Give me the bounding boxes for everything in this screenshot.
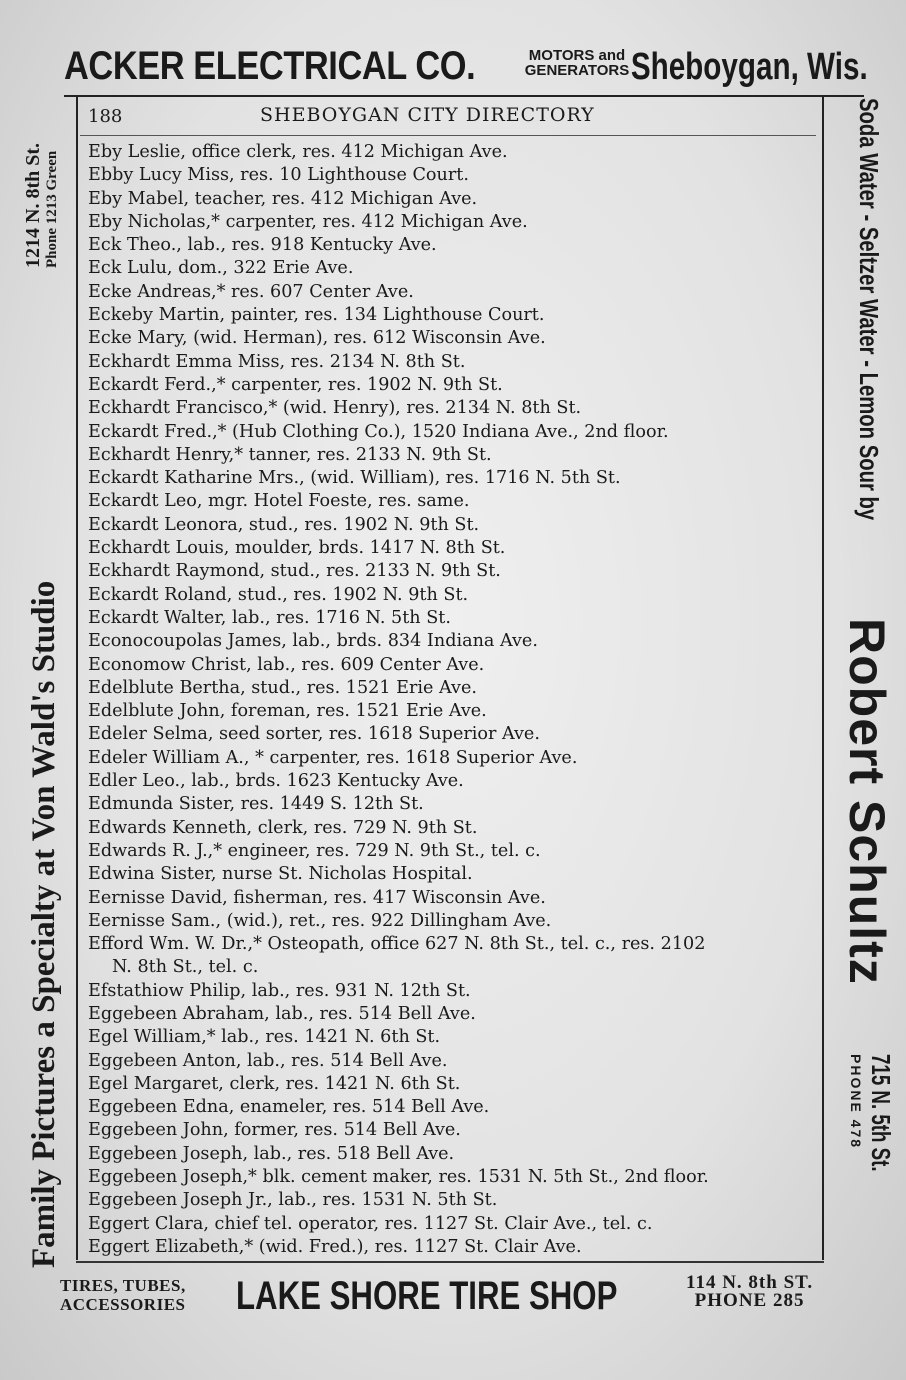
entry-text: Edwards R. J.,* engineer, res. 729 N. 9th St., tel. c. <box>88 840 541 861</box>
entry-text: Eggebeen Abraham, lab., res. 514 Bell Ave. <box>88 1003 476 1024</box>
entry-text: Eckhardt Emma Miss, res. 2134 N. 8th St. <box>88 351 466 372</box>
entry-text: Eby Leslie, office clerk, res. 412 Michigan Ave. <box>88 142 508 162</box>
entry-text: Eckardt Leo, mgr. Hotel Foeste, res. same. <box>88 491 470 512</box>
directory-entry <box>88 537 822 560</box>
entry-text: Ebby Lucy Miss, res. 10 Lighthouse Court. <box>88 165 469 186</box>
bottom-ad-address: 114 N. 8th ST. <box>686 1272 814 1293</box>
directory-entry <box>88 933 822 980</box>
directory-entry <box>88 677 822 700</box>
bottom-ad-line2: ACCESSORIES <box>60 1295 186 1314</box>
entry-continuation: N. 8th St., tel. c. <box>112 957 259 978</box>
entry-text: Eckardt Walter, lab., res. 1716 N. 5th St. <box>88 607 451 628</box>
directory-entry <box>88 630 822 653</box>
directory-entry <box>88 304 822 327</box>
directory-entry <box>88 397 822 420</box>
directory-entry <box>88 327 822 350</box>
right-ad-name: Robert Schultz <box>839 618 895 985</box>
entry-text: Eby Nicholas,* carpenter, res. 412 Michigan Ave. <box>88 211 528 232</box>
directory-entry <box>88 211 822 234</box>
entry-text: Efstathiow Philip, lab., res. 931 N. 12th St. <box>88 980 471 1001</box>
left-ad-slogan: Family Pictures a Specialty at Von Wald's Studio <box>26 580 62 1268</box>
directory-entry <box>88 141 822 164</box>
entry-text: Eckardt Roland, stud., res. 1902 N. 9th St. <box>88 584 469 605</box>
directory-entry <box>88 1213 822 1236</box>
entry-text: Economow Christ, lab., res. 609 Center Ave. <box>88 654 485 675</box>
bottom-ad-contact <box>686 1274 813 1310</box>
right-ad-products: Soda Water - Seltzer Water - Lemon Sour by <box>854 98 884 521</box>
entry-text: Eckardt Fred.,* (Hub Clothing Co.), 1520 Indiana Ave., 2nd floor. <box>88 421 669 442</box>
top-rule <box>64 95 864 97</box>
entry-text: Eggebeen Joseph Jr., lab., res. 1531 N. 5th St. <box>88 1190 498 1211</box>
directory-entry <box>88 374 822 397</box>
directory-entry <box>88 234 822 257</box>
right-advertisement <box>826 98 896 1258</box>
entry-text: Eggebeen Joseph,* blk. cement maker, res. 1531 N. 5th St., 2nd floor. <box>88 1167 709 1188</box>
directory-entry <box>88 840 822 863</box>
entry-text: Eckhardt Louis, moulder, brds. 1417 N. 8th St. <box>88 538 506 559</box>
directory-entry <box>88 700 822 723</box>
directory-entry <box>88 793 822 816</box>
directory-entry <box>88 1096 822 1119</box>
directory-entry <box>88 1026 822 1049</box>
entry-text: Eckhardt Henry,* tanner, res. 2133 N. 9th St. <box>88 444 492 465</box>
right-ad-phone: PHONE 478 <box>848 1054 864 1150</box>
right-rule <box>822 97 824 1260</box>
entry-text: Efford Wm. W. Dr.,* Osteopath, office 627 N. 8th St., tel. c., res. 2102 <box>88 934 706 955</box>
entry-text: Eby Mabel, teacher, res. 412 Michigan Ave. <box>88 188 478 209</box>
entry-text: Eggebeen Joseph, lab., res. 518 Bell Ave. <box>88 1143 455 1164</box>
directory-entry <box>88 281 822 304</box>
entry-text: Egel Margaret, clerk, res. 1421 N. 6th St. <box>88 1073 461 1094</box>
directory-entry <box>88 188 822 211</box>
directory-entry <box>88 1119 822 1142</box>
entry-text: Edwards Kenneth, clerk, res. 729 N. 9th St. <box>88 817 478 838</box>
entry-text: Edelblute John, foreman, res. 1521 Erie Ave. <box>88 701 487 722</box>
bottom-ad-phone: PHONE 285 <box>694 1290 805 1311</box>
directory-entry <box>88 1236 822 1259</box>
entry-text: Ecke Mary, (wid. Herman), res. 612 Wisconsin Ave. <box>88 328 546 349</box>
entry-text: Eggebeen John, former, res. 514 Bell Ave. <box>88 1120 461 1141</box>
entry-text: Edelblute Bertha, stud., res. 1521 Erie Ave. <box>88 677 477 698</box>
left-ad-address: 1214 N. 8th St. <box>22 142 44 268</box>
entry-text: Ecke Andreas,* res. 607 Center Ave. <box>88 281 414 302</box>
entry-text: Eck Theo., lab., res. 918 Kentucky Ave. <box>88 235 437 256</box>
directory-entry <box>88 887 822 910</box>
top-ad-line2: GENERATORS <box>524 62 630 79</box>
entry-text: Eggert Clara, chief tel. operator, res. 1127 St. Clair Ave., tel. c. <box>88 1213 653 1234</box>
directory-entry <box>88 817 822 840</box>
left-ad-phone: Phone 1213 Green <box>44 150 60 268</box>
header-rule <box>80 135 816 136</box>
directory-entry <box>88 770 822 793</box>
entry-text: Edler Leo., lab., brds. 1623 Kentucky Ave. <box>88 771 464 792</box>
left-rule <box>76 97 78 1260</box>
directory-entry <box>88 654 822 677</box>
bottom-ad-tires <box>60 1276 186 1314</box>
directory-entries <box>88 141 822 1259</box>
directory-entry <box>88 980 822 1003</box>
directory-entry <box>88 723 822 746</box>
directory-entry <box>88 560 822 583</box>
entry-text: Eckardt Katharine Mrs., (wid. William), res. 1716 N. 5th St. <box>88 468 621 489</box>
bottom-ad-shop: LAKE SHORE TIRE SHOP <box>236 1274 618 1318</box>
directory-entry <box>88 910 822 933</box>
entry-text: Eernisse David, fisherman, res. 417 Wisconsin Ave. <box>88 887 546 908</box>
entry-text: Eggert Elizabeth,* (wid. Fred.), res. 1127 St. Clair Ave. <box>88 1236 582 1257</box>
page-title: SHEBOYGAN CITY DIRECTORY <box>260 104 595 126</box>
top-advertisement <box>60 42 868 94</box>
directory-entry <box>88 747 822 770</box>
entry-text: Eggebeen Anton, lab., res. 514 Bell Ave. <box>88 1050 448 1071</box>
entry-text: Econocoupolas James, lab., brds. 834 Indiana Ave. <box>88 631 538 652</box>
directory-entry <box>88 607 822 630</box>
directory-entry <box>88 514 822 537</box>
directory-entry <box>88 444 822 467</box>
directory-entry <box>88 1050 822 1073</box>
bottom-ad-line1: TIRES, TUBES, <box>60 1276 186 1295</box>
entry-text: Eggebeen Edna, enameler, res. 514 Bell Ave. <box>88 1097 490 1118</box>
right-ad-address: 715 N. 5th St. <box>866 1054 896 1172</box>
directory-entry <box>88 584 822 607</box>
bottom-advertisement <box>60 1272 870 1322</box>
entry-text: Eckardt Ferd.,* carpenter, res. 1902 N. 9th St. <box>88 374 503 395</box>
top-ad-city: Sheboygan, Wis. <box>631 46 868 88</box>
directory-entry <box>88 467 822 490</box>
top-ad-company: ACKER ELECTRICAL CO. <box>64 44 476 88</box>
left-advertisement <box>6 108 76 1268</box>
entry-text: Eck Lulu, dom., 322 Erie Ave. <box>88 258 354 279</box>
entry-text: Eernisse Sam., (wid.), ret., res. 922 Dillingham Ave. <box>88 910 552 931</box>
directory-entry <box>88 863 822 886</box>
directory-entry <box>88 257 822 280</box>
entry-text: Eckhardt Francisco,* (wid. Henry), res. 2134 N. 8th St. <box>88 398 582 419</box>
page-number: 188 <box>88 106 123 127</box>
directory-entry <box>88 1189 822 1212</box>
entry-text: Eckardt Leonora, stud., res. 1902 N. 9th St. <box>88 514 480 535</box>
entry-text: Edmunda Sister, res. 1449 S. 12th St. <box>88 794 424 815</box>
directory-entry <box>88 351 822 374</box>
entry-text: Edeler Selma, seed sorter, res. 1618 Superior Ave. <box>88 724 540 745</box>
top-ad-line1: MOTORS and <box>528 47 626 64</box>
bottom-rule <box>76 1261 824 1263</box>
directory-entry <box>88 1073 822 1096</box>
directory-entry <box>88 490 822 513</box>
directory-entry <box>88 164 822 187</box>
entry-text: Edwina Sister, nurse St. Nicholas Hospital. <box>88 864 473 885</box>
entry-text: Eckhardt Raymond, stud., res. 2133 N. 9th St. <box>88 561 501 582</box>
directory-entry <box>88 1143 822 1166</box>
directory-entry <box>88 1003 822 1026</box>
directory-entry <box>88 1166 822 1189</box>
entry-text: Eckeby Martin, painter, res. 134 Lighthouse Court. <box>88 305 545 326</box>
directory-entry <box>88 421 822 444</box>
entry-text: Egel William,* lab., res. 1421 N. 6th St. <box>88 1027 441 1048</box>
entry-text: Edeler William A., * carpenter, res. 1618 Superior Ave. <box>88 747 578 768</box>
